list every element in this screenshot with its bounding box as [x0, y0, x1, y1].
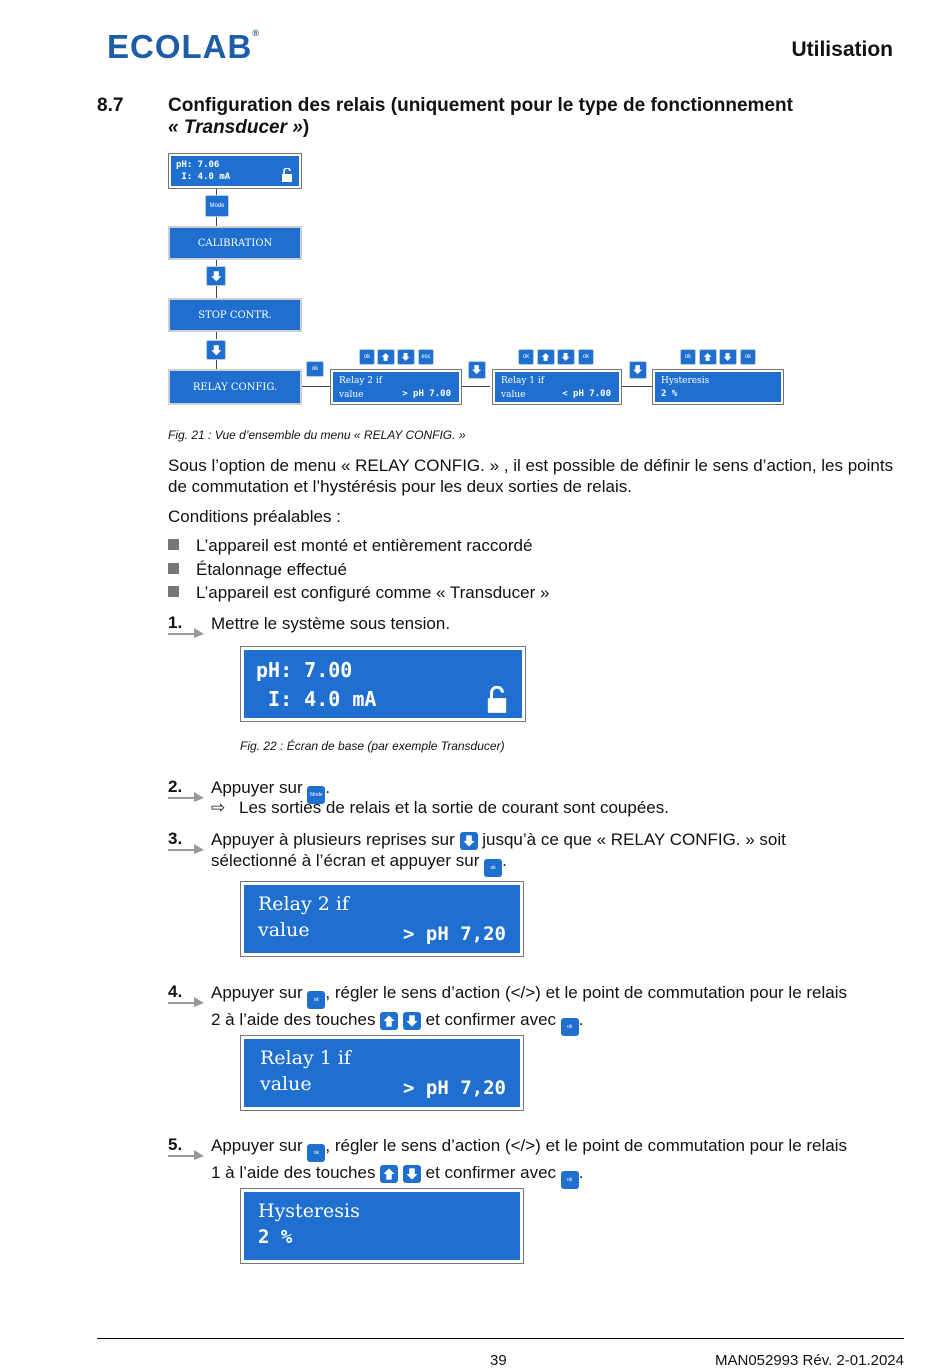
overview-relay1 — [492, 369, 622, 405]
step5-number: 5. — [168, 1135, 183, 1154]
down-key — [468, 361, 486, 379]
result-arrow-icon: ⇨ — [211, 798, 226, 817]
ok-key-icon: ok — [561, 1018, 579, 1036]
relay1-line1: Relay 1 if — [260, 1047, 351, 1069]
overview-relay2-label: value — [339, 390, 364, 400]
overview-relay1-value: < pH 7.00 — [562, 389, 611, 399]
down-key — [557, 349, 575, 365]
unlock-icon — [281, 168, 293, 182]
step1-text: Mettre le système sous tension. — [211, 614, 451, 633]
unlock-icon — [486, 686, 508, 714]
down-key — [629, 361, 647, 379]
base-screen-display — [240, 646, 526, 722]
relay2-line1: Relay 2 if — [258, 893, 349, 915]
ok-key: ok — [578, 349, 594, 365]
relay2-display — [240, 881, 524, 957]
relay1-label: value — [260, 1073, 312, 1095]
down-key-icon — [460, 832, 478, 850]
ok-key: ok — [359, 349, 375, 365]
step-arrow-icon — [168, 1148, 206, 1160]
step-arrow-icon — [168, 790, 206, 802]
up-key-icon — [380, 1165, 398, 1183]
overview-display-line1: pH: 7.06 — [176, 160, 220, 170]
down-key-icon — [403, 1012, 421, 1030]
step-arrow-icon — [168, 626, 206, 638]
heading-title: Configuration des relais (uniquement pour le type de fonctionnement « Transducer ») — [168, 95, 793, 138]
hysteresis-value: 2 % — [258, 1226, 293, 1248]
up-key-icon — [380, 1012, 398, 1030]
fig21-caption: Fig. 21 : Vue d’ensemble du menu « RELAY CONFIG. » — [168, 428, 466, 442]
condition-item: L’appareil est monté et entièrement raccordé — [168, 536, 532, 556]
step5-text: Appuyer sur ok , régler le sens d’action (</>) et le point de commutation pour le relais 1 à l’aide des touches et confirmer avec ok . — [211, 1135, 911, 1189]
base-screen-ph: pH: 7.00 — [256, 658, 353, 682]
conditions-title: Conditions préalables : — [168, 507, 341, 526]
overview-relay2-value: > pH 7.00 — [402, 389, 451, 399]
step3-number: 3. — [168, 829, 183, 848]
ok-key-icon: ok — [307, 991, 325, 1009]
step4-number: 4. — [168, 982, 183, 1001]
fig22-caption: Fig. 22 : Écran de base (par exemple Transducer) — [240, 739, 505, 753]
step4-text: Appuyer sur ok , régler le sens d’action (</>) et le point de commutation pour le relais 2 à l’aide des touches et confirmer avec ok . — [211, 982, 911, 1036]
down-key-icon — [403, 1165, 421, 1183]
relay2-value: > pH 7,20 — [403, 923, 506, 945]
down-key — [719, 349, 737, 365]
overview-relay2-line1: Relay 2 if — [339, 376, 383, 386]
overview-relay2 — [330, 369, 462, 405]
footer-divider — [97, 1338, 904, 1339]
ok-key-icon: ok — [484, 859, 502, 877]
intro-paragraph: Sous l’option de menu « RELAY CONFIG. » , il est possible de définir le sens d’action, les points de commutation et l’hystérésis pour les deux sorties de relais. — [168, 456, 894, 496]
step-arrow-icon — [168, 842, 206, 854]
step2-number: 2. — [168, 777, 183, 796]
menu-calibration: CALIBRATION — [168, 226, 302, 260]
up-key — [537, 349, 555, 365]
overview-hyst-line1: Hysteresis — [661, 376, 710, 386]
hysteresis-label: Hysteresis — [258, 1200, 360, 1222]
condition-item: L’appareil est configuré comme « Transducer » — [168, 583, 549, 603]
hysteresis-display — [240, 1188, 524, 1264]
step2-result: ⇨ Les sorties de relais et la sortie de courant sont coupées. — [211, 798, 669, 817]
step3-text: Appuyer à plusieurs reprises sur jusqu’à ce que « RELAY CONFIG. » soit sélectionné à l’écran et appuyer sur ok . — [211, 829, 911, 877]
down-key — [206, 340, 226, 360]
step1-number: 1. — [168, 613, 183, 632]
up-key — [377, 349, 395, 365]
overview-hysteresis — [652, 369, 784, 405]
ecolab-logo: ECOLAB® — [107, 28, 260, 65]
step2-text: Appuyer sur Mode . — [211, 777, 330, 804]
overview-relay1-line1: Relay 1 if — [501, 376, 545, 386]
ok-key: ok — [306, 361, 324, 377]
overview-display — [168, 153, 302, 189]
page-number: 39 — [490, 1352, 507, 1369]
section-title: Utilisation — [791, 38, 893, 61]
ok-key: ok — [740, 349, 756, 365]
ok-key: ok — [680, 349, 696, 365]
menu-stop-contr: STOP CONTR. — [168, 298, 302, 332]
overview-hyst-value: 2 % — [661, 389, 678, 399]
document-reference: MAN052993 Rév. 2-01.2024 — [714, 1352, 904, 1369]
ok-key-icon: ok — [561, 1171, 579, 1189]
step-arrow-icon — [168, 995, 206, 1007]
mode-key-icon: Mode — [307, 786, 325, 804]
heading-number: 8.7 — [97, 95, 124, 116]
base-screen-current: I: 4.0 mA — [256, 687, 377, 711]
esc-key: esc — [418, 349, 434, 365]
relay1-display — [240, 1035, 524, 1111]
mode-key: Mode — [205, 195, 229, 217]
relay2-label: value — [258, 919, 310, 941]
up-key — [699, 349, 717, 365]
relay1-value: > pH 7,20 — [403, 1077, 506, 1099]
overview-display-line2: I: 4.0 mA — [176, 172, 231, 182]
down-key — [397, 349, 415, 365]
ok-key: ok — [518, 349, 534, 365]
ok-key-icon: ok — [307, 1144, 325, 1162]
menu-relay-config: RELAY CONFIG. — [168, 369, 302, 405]
overview-relay1-label: value — [501, 390, 526, 400]
condition-item: Étalonnage effectué — [168, 560, 347, 580]
down-key — [206, 266, 226, 286]
